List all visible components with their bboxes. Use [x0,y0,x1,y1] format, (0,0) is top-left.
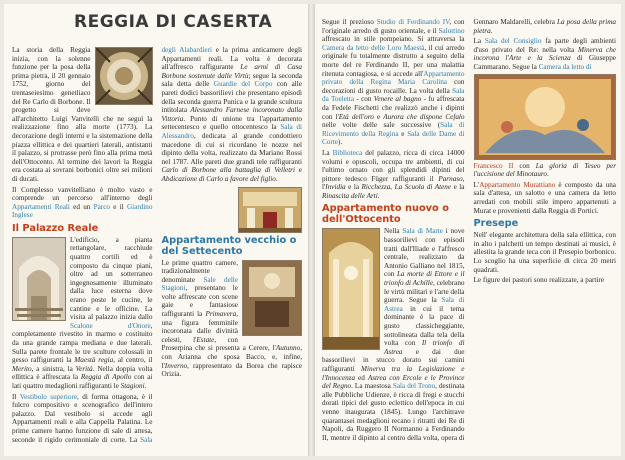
link-sala-astrea[interactable]: Sala di Astrea [384,296,465,313]
consiglio-paragraph: La Sala del Consiglio fa parte degli ambienti d'uso privato del Re: nella volta Minerva che incorona l'Arte e la Scienza di Giuseppe Cammarano. Segue la Camera da letto di [473,37,616,71]
page-gutter [308,4,315,456]
link-sala-alabardieri[interactable]: Sala degli Alabardieri [140,46,212,444]
link-camera-loro-maesta[interactable]: Camera da letto delle Loro Maestà [322,43,425,52]
page-title: REGGIA DI CASERTA [74,12,273,32]
link-sala-ricevimento[interactable]: Sala di Ricevimento della Regina [322,121,465,138]
room-interior-image [242,260,302,336]
link-appartamento-murattiano[interactable]: Appartamento Murattiano [479,180,556,189]
link-sala-alessandro[interactable]: Sala di Alessandro [161,123,303,140]
settecento-paragraph: Le prime quattro camere, tradizionalmente denominate Sale delle Stagioni, presentano le volte affrescate con scene gaie e fantasiose raffiguranti la Primavera, una figura femminile incoronata dalle divinità celesti, l'Estate, con Proserpina che si presenta a Cerere, l'Autunno, con Arianna che sposa Bacco, e, infine, l'Inverno, rappresentato da Borea che rapisce Orizia. [161,258,302,379]
ottocento-paragraph: Nella Sala di Marte i nove bassorilievi con episodi tratti dall'Iliade e l'affresco centrale, realizzato da Antonio Galliano nel 1815, con La morte di Ettore e il trionfo di Achille, celebrano le virtù militari e l'arte della guerra. Segue la Sala di Astrea in cui il tema dominante è la pace di gusto classicheggiante, sottolineata dalla tela della volta con Il trionfo di Astrea e dai due bassorilievi in stucco dorato sui camini raffiguranti Minerva tra la Legislazione e l'Innocenza ed Astrea con Ercole e le Province del Regno. La maestosa Sala del Trono, destinata alle Pubbliche Udienze, è ricca di fregi e stucchi dorati tipici del gusto eclettico dell'epoca in cui venne inaugurata (1845). Lungo l'architrave quarantasei medaglioni recano i ritratti dei Re di Napoli, da Ruggero II Normanno a Ferdinando II, mentre il dipinto al centro della volta, opera di Gennaro Maldarelli, celebra La posa della prima pietra. [322,18,616,442]
biblioteca-paragraph: La Biblioteca del palazzo, ricca di circa 14000 volumi e opuscoli, occupa tre ambienti, di cui l'ultimo ornato con gli splendidi dipinti del pittore tedesco Füger raffiguranti il Parnaso, l'Invidia e la Ricchezza, La Scuola di Atene e la Rinascita delle Arti. [322,148,465,200]
hall-image [322,228,380,350]
heading-presepe: Presepe [473,218,519,230]
presepe-paragraph-2: Le figure dei pastori sono realizzate, a partire [473,276,605,285]
staircase-image [12,237,66,321]
left-page [4,4,308,456]
heading-palazzo-reale: Il Palazzo Reale [12,222,99,234]
throne-room-image [238,187,302,233]
left-page-columns [12,46,302,451]
right-page-columns [322,18,616,450]
fresco-image [474,74,616,160]
link-giardino-inglese[interactable]: Giardino Inglese [12,202,153,220]
link-guardie-corpo[interactable]: Guardie del Corpo [213,80,273,89]
fresco-caption: Francesco II con La gloria di Teseo per l'uccisione del Minotauro. [473,161,616,179]
ceiling-fresco-image [95,47,153,105]
link-salottino[interactable]: Salottino [438,26,465,35]
link-sala-trono[interactable]: Sala del Trono [392,382,436,391]
link-sala-consiglio[interactable]: Sala del Consiglio [484,37,542,46]
studio-paragraph: Segue il prezioso Studio di Ferdinando IV, con l'originale arredo di gusto orientale, e il Salottino affrescato in stile pompeiano. Si attraversa la Camera da letto delle Loro Maestà, il cui arredo originale fu totalmente distrutto a seguito della morte del re Ferdinando II, per una malattia ritenuta contagiosa, e si accede all'Appartamento privato della Regina Maria Carolina con decorazioni di gusto rocaille. La volta della Sala da Toeletta - con Venere al bagno - fu affrescata da Fedele Fischetti che realizzò anche i dipinti con l'Età dell'oro e Aurora che dispone Cefalo nelle volte delle sale successive (Sala di Ricevimento della Regina e Sala delle Dame di Corte). [322,18,465,147]
link-camera-letto[interactable]: Camera da letto di [538,62,592,71]
complex-paragraph: Il Complesso vanvitelliano è molto vasto e comprende un percorso all'interno degli Appartamenti Reali ed un Parco e il Giardino Inglese [12,185,153,220]
palazzo-paragraph: L'edificio, a pianta rettangolare, racchiude quattro cortili ed è composto da cinque piani, oltre ad un sotterraneo ingegnosamente illuminato dalla luce esterna dove erano poste le cucine, le cantine e le officine. La visita al palazzo inizia dallo Scalone d'Onore, completamente rivestito in marmo e costituito da una grande rampa mediana e due laterali. Sulla parete frontale le tre sculture colossali in gesso raffiguranti la Maestà regia, al centro, il Merito, a sinistra, la Verità. Nella doppia volta ellittica è affrescata la Reggia di Apollo con ai lati quattro medaglioni raffiguranti le Stagioni. [12,235,153,390]
intro-paragraph: La storia della Reggia inizia, con la solenne funzione per la posa della prima pietra, il 20 gennaio 1752, giorno del trentaseiesimo genetliaco del Re Carlo di Borbone. Il progetto si deve all'architetto Luigi Vanvitelli che ne seguì la realizzazione fino alla morte (1773). La decorazione degli interni e la sistemazione della piazza ellittica e dei quartieri laterali, antistanti il palazzo, si protrasse però fino alla prima metà dell'Ottocento. Al termine dei lavori la Reggia era costata ai sovrani borbonici oltre sei milioni di ducati. [12,46,153,183]
link-sala-dame[interactable]: Sala delle Dame di Corte [322,129,465,147]
link-studio-ferdinando[interactable]: Studio di Ferdinando IV [376,18,450,26]
link-sala-marte[interactable]: Sala di Marte [402,227,443,236]
murattiano-paragraph: L'Appartamento Murattiano è composto da una sala d'attesa, un salotto e una camera da letto arredati con mobili stile impero appartenuti a Murat e provenienti dalla Reggia di Portici. [473,180,616,215]
link-appartamento-regina[interactable]: Appartamento privato della Regina Maria Carolina [322,69,465,87]
link-biblioteca[interactable]: Biblioteca [332,148,363,157]
vestibolo-paragraph: Il Vestibolo superiore, di forma ottagona, è il fulcro compositivo e scenografico dell'intero palazzo. Dal vestibolo si accede agli Appartamenti reali e alla Cappella Palatina. Le prime camere hanno funzione di sale di attesa, seconde il rigido cerimoniale di corte. La Sala degli Alabardieri e la prima anticamere degli Appartamenti reali. La volta è decorata all'affresco raffigurante Le armi di Casa Borbone sostenute dalle Virtù; segue la seconda sala detta delle Guardie del Corpo con alle pareti dodici bassorilievi che presentano episodi della seconda guerra Punica e la grande scultura intitolata Alessandro Farnese incoronato dalla Vittoria. Punto di unione tra l'appartamento settecentesco e quello ottocentesco la Sala di Alessandro, dedicata al grande condottiero macedone di cui si ricordano le nozze nel dipinto della volta, realizzato da Mariano Rossi nel 1787. Alle pareti due grandi tele raffiguranti Carlo di Borbone alla battaglia di Velletri e Abdicazione di Carlo a favore del figlio. [12,46,303,444]
link-vestibolo[interactable]: Vestibolo superiore [19,392,78,401]
heading-settecento: Appartamento vecchio o del Settecento [161,234,297,257]
link-sala-toeletta[interactable]: Sala da Toeletta [322,86,465,104]
link-scalone-onore[interactable]: Scalone d'Onore [70,321,151,330]
heading-ottocento: Appartamento nuovo o dell'Ottocento [322,203,449,226]
link-parco[interactable]: Parco [93,202,111,211]
link-appartamenti-reali[interactable]: Appartamenti Reali [12,202,70,211]
link-sale-stagioni[interactable]: Sale delle Stagioni [161,275,238,293]
presepe-paragraph: Nell' elegante architettura della sala ellittica, con in alto i palchetti un tempo destinati ai musici, è allestita la grande teca con il Presepio borbonico. Lo scoglio ha una superficie di circa 20 metri quadrati. [473,231,616,274]
right-page [315,4,621,456]
